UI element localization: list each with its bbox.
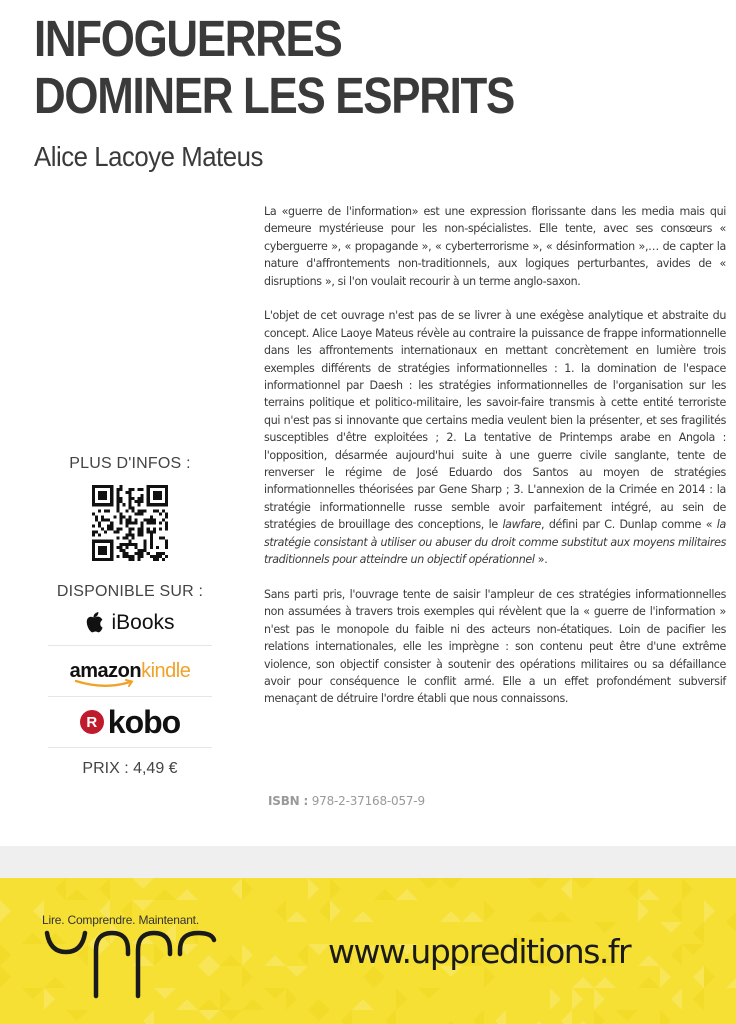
store-kobo[interactable] xyxy=(48,697,212,748)
store-ibooks[interactable] xyxy=(48,601,212,646)
author-name: Alice Lacoye Mateus xyxy=(34,141,263,172)
kobo-label: kobo xyxy=(107,703,181,740)
publisher-tagline: Lire. Comprendre. Maintenant. xyxy=(42,913,199,927)
lawfare-term: lawfare xyxy=(502,518,542,532)
sidebar xyxy=(40,455,220,778)
rakuten-r-icon: R xyxy=(80,710,104,734)
dunlap-quote: la stratégie consistant à utiliser ou abuser du droit comme substitut aux moyens militaires traditionnels pour atteindre un objectif opérationnel xyxy=(264,518,726,567)
description-paragraph-3: Sans parti pris, l'ouvrage tente de saisir l'ampleur de ces stratégies informationnelles non assumées à travers trois exemples qui révèlent que la « guerre de l'information » n'est pas le monopole du faible ni des acteurs non-étatiques. Loin de pacifier les relations internationales, elle les imprègne : son contenu peut être d'une extrême violence, son objectif consister à soutenir des opérations militaires ou sa défaillance avoir pour conséquence le conflit armé. Elle a un effet profondément subversif menaçant de détruire l'ordre établi que nous connaissons. xyxy=(264,587,726,706)
isbn-value: 978-2-37168-057-9 xyxy=(311,794,425,808)
title-line-2: DOMINER LES ESPRITS xyxy=(34,67,514,124)
publisher-website-link[interactable]: www.uppreditions.fr xyxy=(328,932,631,971)
isbn xyxy=(268,794,425,808)
available-label: DISPONIBLE SUR : xyxy=(56,583,204,600)
amazon-smile-icon xyxy=(74,679,136,689)
book-description xyxy=(264,203,726,725)
ibooks-label: iBooks xyxy=(111,611,175,634)
footer xyxy=(0,878,736,1024)
isbn-label: ISBN : xyxy=(268,794,309,808)
price-label: PRIX : 4,49 € xyxy=(82,760,178,777)
qr-code-icon[interactable] xyxy=(92,485,168,561)
store-amazon-kindle[interactable] xyxy=(48,646,212,697)
kindle-label: kindle xyxy=(141,659,191,682)
title-line-1: INFOGUERRES xyxy=(34,10,342,67)
apple-icon xyxy=(85,612,105,635)
uppr-logo xyxy=(44,930,224,1000)
book-title xyxy=(34,10,514,124)
more-info-label: PLUS D'INFOS : xyxy=(69,455,191,472)
amazon-label: amazon xyxy=(69,659,142,682)
divider-band xyxy=(0,846,736,878)
amazon-kindle-logo xyxy=(70,660,191,683)
description-paragraph-1: La «guerre de l'information» est une expression florissante dans les media mais qui demeure mystérieuse pour les non-spécialistes. Elle tente, avec ses consœurs « cyberguerre », « propagande », « cyberterrorisme », « désinformation »,… de capter la nature d'affrontements non-traditionnels, aux logiques perturbantes, avides de « disruptions », si l'on voulait recourir à un terme anglo-saxon. xyxy=(264,205,726,288)
description-paragraph-2: L'objet de cet ouvrage n'est pas de se livrer à une exégèse analytique et abstraite du concept. Alice Laoye Mateus révèle au contraire la puissance de frappe informationnelle dans les affrontements internationaux en mettant concrètement en lumière trois exemples différents de stratégies informationnelles : 1. la domination de l'espace informationnel par Daesh : les stratégies informationnelles de l'organisation sur les terrains politique et politico-militaire, les savoir-faire transmis à cette entité terroriste qui n'est pas si innovante que certains media veulent bien la présenter, et ses fragilités susceptibles d'être exploitées ; 2. La tentative de Printemps arabe en Angola : l'opposition, désarmée aujourd'hui suite à une guerre civile sanglante, tente de renverser le régime de José Eduardo dos Santos au moyen de stratégies informationnelles théorisées par Gene Sharp ; 3. L'annexion de la Crimée en 2014 : la stratégie informationnelle russe semble avoir parfaitement intégré, au sein de stratégies de brouillage des conceptions, le lawfare, défini par C. Dunlap comme « la stratégie consistant à utiliser ou abuser du droit comme substitut aux moyens militaires traditionnels pour atteindre un objectif opérationnel ». xyxy=(264,309,726,567)
